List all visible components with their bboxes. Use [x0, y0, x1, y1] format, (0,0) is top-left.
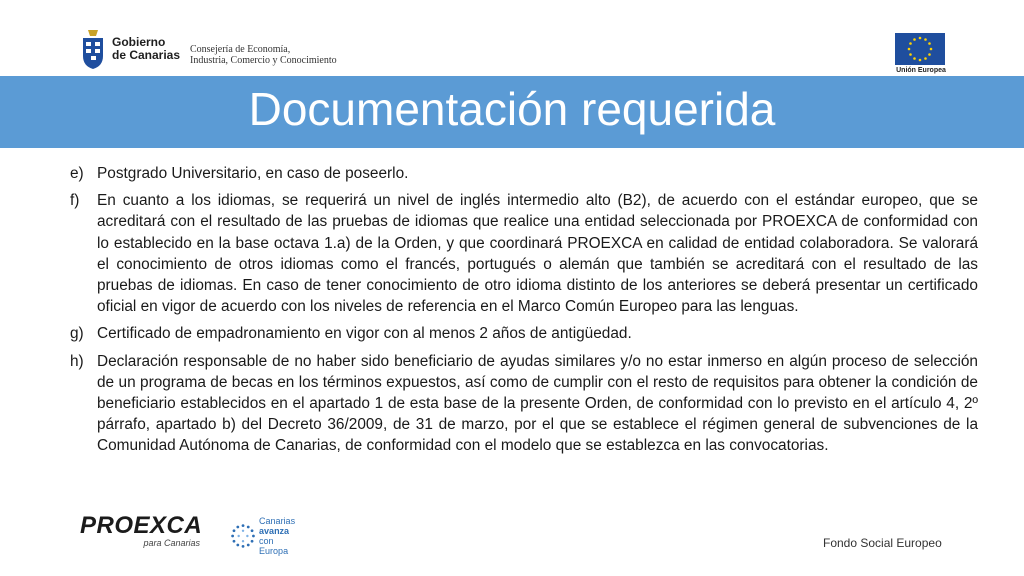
slide-title: Documentación requerida — [248, 83, 776, 135]
item-marker: h) — [70, 352, 84, 370]
requirements-list — [70, 163, 978, 463]
ca-line1: Canarias — [259, 516, 296, 526]
item-text: Postgrado Universitario, en caso de poseerlo. — [97, 165, 409, 182]
item-text: Declaración responsable de no haber sido beneficiario de ayudas similares y/o no estar inmerso en algún proceso de selección de un programa de becas en los términos expuestos, así como de cumplir con el resto de requisitos para obtener la condición de beneficiario establecidos en el apartado 1 de esta base de la presente Orden, de conformidad con lo previsto en el artículo 4, 2º párrafo, apartado b) del Decreto 36/2009, de 31 de marzo, por el que se establece el régimen general de subvenciones de la Comunidad Autónoma de Canarias, de conformidad con el modelo que se establezca en las convocatorias. — [97, 352, 978, 455]
item-marker: f) — [70, 192, 80, 210]
item-text: En cuanto a los idiomas, se requerirá un nivel de inglés intermedio alto (B2), de acuerdo con el estándar europeo, que se acreditará con el resultado de las pruebas de idiomas que realice una entidad seleccionada por PROEXCA de conformidad con lo establecido en la base octava 1.a) de la Orden, y que coordinará PROEXCA en calidad de entidad colaboradora. Se valorará el conocimiento de otros idiomas como el francés, portugués o alemán que también se acreditará con el resultado de las pruebas de idiomas. En caso de tener conocimiento de otro idioma distinto de los anteriores se deberá presentar un certificado oficial en vigor de acuerdo con los niveles de referencia en el Marco Común Europeo para las lenguas. — [97, 192, 978, 316]
consejeria-line1: Consejería de Economía, — [190, 44, 291, 55]
eu-logo — [895, 33, 947, 74]
list-item — [70, 323, 978, 344]
ca-line2: avanza — [259, 526, 290, 536]
gobierno-de-canarias-logo — [80, 28, 180, 70]
list-item — [70, 190, 978, 317]
list-item — [70, 351, 978, 457]
consejeria-line2: Industria, Comercio y Conocimiento — [190, 55, 337, 66]
coat-of-arms-icon — [80, 28, 106, 70]
header — [0, 0, 1024, 76]
item-marker: e) — [70, 165, 84, 182]
eu-flag-icon — [895, 33, 945, 65]
consejeria-name — [190, 44, 337, 66]
item-text: Certificado de empadronamiento en vigor con al menos 2 años de antigüedad. — [97, 325, 632, 343]
gov-name-line2: de Canarias — [112, 48, 181, 62]
proexca-wordmark: PROEXCA — [80, 512, 203, 539]
item-marker: g) — [70, 325, 84, 343]
dotted-circle-icon — [230, 521, 256, 551]
gov-name-line1: Gobierno — [112, 35, 166, 49]
list-item — [70, 163, 978, 184]
canarias-avanza-logo — [230, 516, 299, 556]
ca-line3: con Europa — [259, 536, 289, 556]
proexca-tagline: para Canarias — [143, 538, 200, 548]
fondo-social-europeo-label: Fondo Social Europeo — [823, 536, 942, 550]
eu-label: Unión Europea — [896, 67, 946, 74]
proexca-logo — [80, 514, 210, 548]
